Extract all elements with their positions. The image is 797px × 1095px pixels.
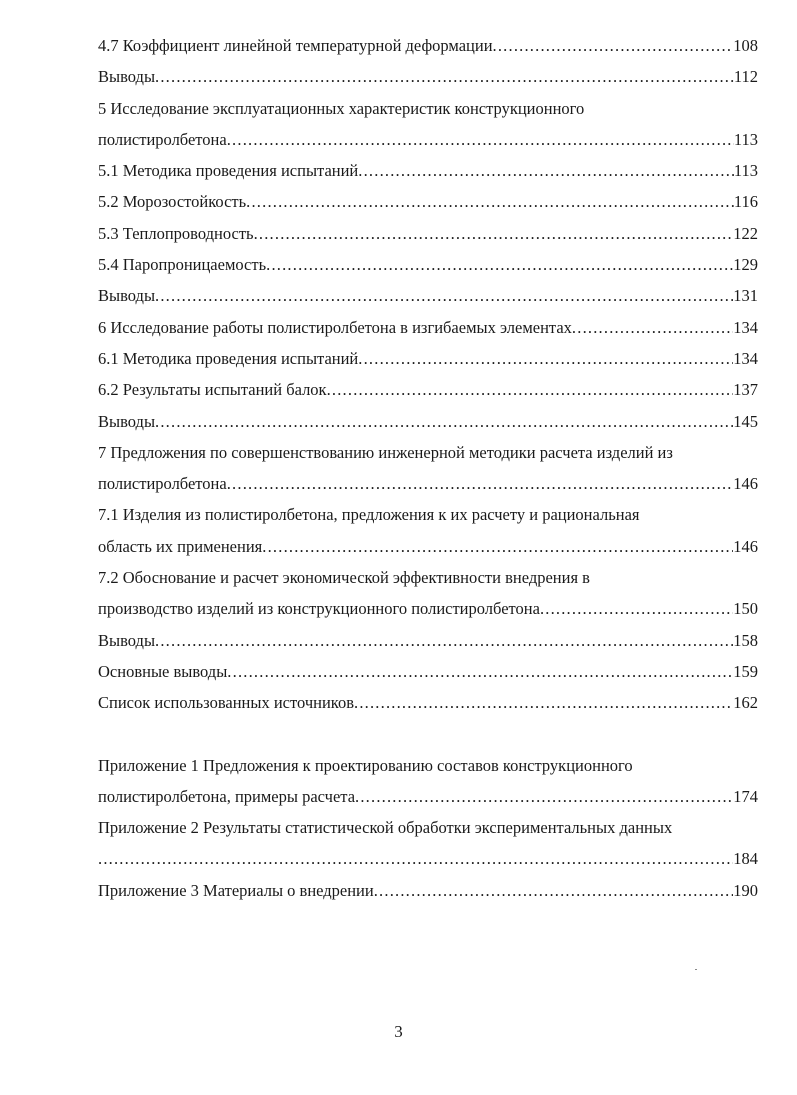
toc-entry-title: область их применения <box>98 536 263 556</box>
toc-entry <box>98 625 758 656</box>
toc-leader-dots <box>493 30 734 61</box>
toc-entry-title: 5.3 Теплопроводность <box>98 223 254 243</box>
toc-entry-title: 4.7 Коэффициент линейной температурной деформации <box>98 36 493 55</box>
toc-entry-page: 146 <box>733 536 758 556</box>
toc-entry <box>98 812 758 843</box>
toc-entry <box>98 531 758 562</box>
toc-entry <box>98 186 758 217</box>
toc-entry-page: 122 <box>733 223 758 243</box>
toc-entry-title: Основные выводы <box>98 661 228 681</box>
toc-entry-page: 145 <box>733 411 758 431</box>
toc-entry <box>98 468 758 499</box>
toc-entry <box>98 406 758 437</box>
toc-leader-dots <box>266 249 733 280</box>
toc-entry-page: 150 <box>733 599 758 619</box>
toc-entry-title: 7.2 Обоснование и расчет экономической эффективности внедрения в <box>98 568 590 588</box>
toc-entry-page: 174 <box>733 786 758 806</box>
toc-entry-page: 184 <box>733 849 758 869</box>
toc-entry <box>98 750 758 781</box>
toc-entry-title: Выводы <box>98 286 156 306</box>
toc-entry-title: полистиролбетона <box>98 474 227 494</box>
toc-entry <box>98 843 758 874</box>
toc-leader-dots <box>246 186 734 217</box>
toc-entry-title: Приложение 2 Результаты статистической обработки экспериментальных данных <box>98 818 673 838</box>
toc-entry-page: 158 <box>733 630 758 650</box>
toc-entry-title: 7 Предложения по совершенствованию инженерной методики расчета изделий из <box>98 442 673 462</box>
page-number: 3 <box>394 1022 403 1041</box>
toc-entry <box>98 93 758 124</box>
toc-entry <box>98 343 758 374</box>
toc-entry-title: Список использованных источников <box>98 693 354 713</box>
toc-entry-page: 113 <box>733 161 758 181</box>
table-of-contents <box>98 30 758 906</box>
toc-entry <box>98 374 758 405</box>
toc-leader-dots <box>354 687 733 718</box>
toc-leader-dots <box>355 781 733 812</box>
toc-entry-page: 134 <box>733 348 758 368</box>
toc-leader-dots <box>155 280 733 311</box>
toc-entry-title: 7.1 Изделия из полистиролбетона, предложения к их расчету и рациональная <box>98 505 640 525</box>
toc-leader-dots <box>358 155 734 186</box>
section-gap <box>98 719 758 750</box>
toc-entry-title: Выводы <box>98 630 156 650</box>
toc-entry-title: 6.1 Методика проведения испытаний <box>98 348 359 368</box>
toc-leader-dots <box>374 875 734 906</box>
toc-entry <box>98 499 758 530</box>
toc-entry-title: 5.1 Методика проведения испытаний <box>98 161 359 181</box>
toc-entry-title: полистиролбетона <box>98 129 227 149</box>
toc-entry <box>98 593 758 624</box>
toc-entry-title: 5.2 Морозостойкость <box>98 192 247 212</box>
toc-entry-title: полистиролбетона, примеры расчета <box>98 786 356 806</box>
toc-leader-dots <box>98 843 733 874</box>
toc-leader-dots <box>327 374 734 405</box>
toc-entry-page: 146 <box>733 474 758 494</box>
toc-entry-page: 134 <box>733 317 758 337</box>
toc-leader-dots <box>540 593 733 624</box>
toc-leader-dots <box>572 312 733 343</box>
toc-entry <box>98 875 758 906</box>
toc-leader-dots <box>227 124 734 155</box>
toc-entry-page: 190 <box>733 880 758 900</box>
toc-entry-page: 129 <box>733 255 758 275</box>
toc-entry-title: 5.4 Паропроницаемость <box>98 255 267 275</box>
toc-entry-page: 108 <box>733 36 758 55</box>
toc-entry-title: 6.2 Результаты испытаний балок <box>98 380 327 400</box>
toc-entry <box>98 124 758 155</box>
toc-entry <box>98 218 758 249</box>
toc-entry-page: 159 <box>733 661 758 681</box>
toc-leader-dots <box>262 531 733 562</box>
toc-entry-page: 162 <box>733 693 758 713</box>
toc-entry-page: 112 <box>733 67 758 87</box>
toc-leader-dots <box>155 625 733 656</box>
toc-leader-dots <box>227 656 733 687</box>
toc-entry <box>98 312 758 343</box>
toc-leader-dots <box>227 468 734 499</box>
toc-entry-page: 137 <box>733 380 758 400</box>
toc-entry <box>98 280 758 311</box>
toc-appendix-section <box>98 750 758 906</box>
toc-entry <box>98 437 758 468</box>
toc-entry <box>98 155 758 186</box>
toc-entry-title: производство изделий из конструкционного полистиролбетона <box>98 599 540 619</box>
toc-entry <box>98 656 758 687</box>
toc-entry <box>98 61 758 92</box>
toc-entry-page: 116 <box>733 192 758 212</box>
toc-entry <box>98 562 758 593</box>
toc-entry-title: Выводы <box>98 67 156 87</box>
toc-leader-dots <box>358 343 733 374</box>
toc-entry-title: Приложение 3 Материалы о внедрении <box>98 880 374 900</box>
toc-entry <box>98 781 758 812</box>
toc-leader-dots <box>155 406 733 437</box>
toc-entry <box>98 687 758 718</box>
toc-entry-page: 131 <box>733 286 758 306</box>
toc-entry-title: 5 Исследование эксплуатационных характеристик конструкционного <box>98 98 585 118</box>
toc-entry-title: Приложение 1 Предложения к проектированию составов конструкционного <box>98 755 633 775</box>
toc-entry-title: 6 Исследование работы полистиролбетона в изгибаемых элементах <box>98 317 572 337</box>
toc-leader-dots <box>155 61 734 92</box>
toc-entry <box>98 249 758 280</box>
toc-leader-dots <box>254 218 734 249</box>
scan-speck <box>695 969 697 970</box>
toc-entry-title: Выводы <box>98 411 156 431</box>
toc-main-section <box>98 30 758 719</box>
toc-entry <box>98 30 758 61</box>
toc-entry-page: 113 <box>733 129 758 149</box>
